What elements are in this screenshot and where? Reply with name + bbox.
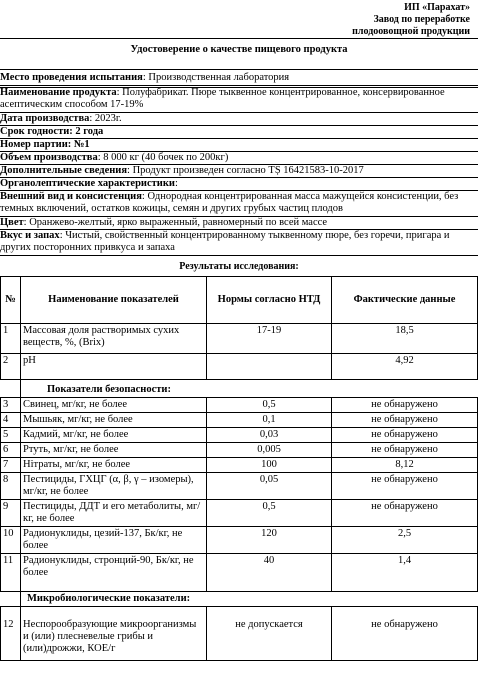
indicator-name: Свинец, мг/кг, не более	[21, 398, 207, 413]
row-number: 6	[1, 443, 21, 458]
table-row	[1, 413, 478, 428]
actual-value: не обнаружено	[332, 607, 478, 661]
row-number: 11	[1, 554, 21, 592]
norm-value: 0,5	[207, 500, 332, 527]
indicator-name: Мышьяк, мг/кг, не более	[21, 413, 207, 428]
norm-value: 100	[207, 458, 332, 473]
organoleptic-colon: :	[174, 178, 178, 189]
taste-value: : Чистый, свойственный концентрированному тыквенному пюре, без горечи, пригара и других посторонних привкуса и запаха	[0, 230, 450, 253]
divider	[0, 85, 478, 86]
norm-value: 40	[207, 554, 332, 592]
volume-label: Объем производства	[0, 152, 98, 163]
company-line3: плодоовощной продукции	[352, 26, 470, 37]
row-number: 4	[1, 413, 21, 428]
indicator-name: Нітраты, мг/кг, не более	[21, 458, 207, 473]
table-row	[1, 607, 478, 661]
column-header: Нормы согласно НТД	[207, 277, 332, 324]
row-number: 10	[1, 527, 21, 554]
section-row	[1, 592, 478, 607]
production-date-value: : 2023г.	[89, 113, 122, 124]
actual-value: 2,5	[332, 527, 478, 554]
production-date-row	[0, 113, 476, 125]
indicator-name: Массовая доля растворимых сухих веществ, %, (Brix)	[21, 324, 207, 354]
table-row	[1, 428, 478, 443]
divider	[0, 38, 478, 39]
norm-value: не допускается	[207, 607, 332, 661]
product-name-value: : Полуфабрикат. Пюре тыквенное концентрированное, консервированное асептическим способом 17-19%	[0, 87, 445, 110]
shelf-life: Срок годности: 2 года	[0, 126, 104, 137]
indicator-name: Кадмий, мг/кг, не более	[21, 428, 207, 443]
indicator-name: Пестициды, ДДТ и его метаболиты, мг/кг, не более	[21, 500, 207, 527]
color-label: Цвет	[0, 217, 24, 228]
document-title: Удостоверение о качестве пищевого продукта	[130, 44, 348, 55]
table-row	[1, 527, 478, 554]
product-name-row	[0, 87, 476, 111]
actual-value: не обнаружено	[332, 443, 478, 458]
table-row	[1, 554, 478, 592]
appearance-label: Внешний вид и консистенция	[0, 191, 142, 202]
row-number: 5	[1, 428, 21, 443]
extra-info-label: Дополнительные сведения	[0, 165, 128, 176]
batch-number: Номер партии: №1	[0, 139, 90, 150]
row-number: 7	[1, 458, 21, 473]
indicator-name: pH	[21, 354, 207, 380]
column-header: Наименование показателей	[21, 277, 207, 324]
company-line2: Завод по переработке	[373, 14, 470, 25]
color-row	[0, 217, 476, 229]
column-header: №	[1, 277, 21, 324]
norm-value: 0,03	[207, 428, 332, 443]
norm-value: 0,05	[207, 473, 332, 500]
actual-value: 1,4	[332, 554, 478, 592]
divider	[0, 255, 478, 256]
column-header: Фактические данные	[332, 277, 478, 324]
volume-row	[0, 152, 476, 164]
table-row	[1, 398, 478, 413]
results-title: Результаты исследования:	[179, 261, 299, 272]
indicator-name: Пестициды, ГХЦГ (α, β, γ – изомеры), мг/кг, не более	[21, 473, 207, 500]
indicator-name: Радионуклиды, цезий-137, Бк/кг, не более	[21, 527, 207, 554]
organoleptic-label: Органолептические характеристики	[0, 178, 175, 189]
place-row	[0, 72, 476, 84]
place-label: Место проведения испытания	[0, 72, 143, 83]
organoleptic-heading	[0, 178, 476, 190]
table-row	[1, 458, 478, 473]
appearance-value: : Однородная концентрированная масса мажущейся консистенции, без темных включений, остатков кожицы, семян и других грубых частиц плодов	[0, 191, 459, 214]
actual-value: не обнаружено	[332, 413, 478, 428]
norm-value: 0,1	[207, 413, 332, 428]
table-row	[1, 500, 478, 527]
row-number: 8	[1, 473, 21, 500]
indicator-name: Неспорообразующие микроорганизмы и (или) плесневелые грибы и (или)дрожжи, КОЕ/г	[21, 607, 207, 661]
company-header	[352, 2, 470, 38]
actual-value: не обнаружено	[332, 398, 478, 413]
row-number: 9	[1, 500, 21, 527]
production-date-label: Дата производства	[0, 113, 90, 124]
norm-value	[207, 354, 332, 380]
section-row	[1, 380, 478, 398]
norm-value: 0,5	[207, 398, 332, 413]
taste-row	[0, 230, 476, 254]
table-row	[1, 324, 478, 354]
table-row	[1, 473, 478, 500]
color-value: : Оранжево-желтый, ярко выраженный, равномерный по всей массе	[23, 217, 328, 228]
table-row	[1, 443, 478, 458]
indicator-name: Радионуклиды, стронций-90, Бк/кг, не более	[21, 554, 207, 592]
safety-section-title: Показатели безопасности:	[21, 380, 478, 398]
extra-info-row	[0, 165, 476, 177]
volume-value: : 8 000 кг (40 бочек по 200кг)	[97, 152, 229, 163]
norm-value: 0,005	[207, 443, 332, 458]
norm-value: 17-19	[207, 324, 332, 354]
actual-value: не обнаружено	[332, 473, 478, 500]
row-number: 3	[1, 398, 21, 413]
table-row	[1, 354, 478, 380]
indicator-name: Ртуть, мг/кг, не более	[21, 443, 207, 458]
actual-value: 8,12	[332, 458, 478, 473]
place-value: : Производственная лаборатория	[142, 72, 290, 83]
row-number: 12	[1, 607, 21, 661]
results-table	[0, 276, 478, 661]
micro-section-title: Микробиологические показатели:	[21, 592, 478, 607]
row-number: 1	[1, 324, 21, 354]
table-header-row	[1, 277, 478, 324]
norm-value: 120	[207, 527, 332, 554]
extra-info-value: : Продукт произведен согласно TȘ 16421583-10-2017	[127, 165, 364, 176]
actual-value: 18,5	[332, 324, 478, 354]
divider	[0, 69, 478, 70]
row-number: 2	[1, 354, 21, 380]
appearance-row	[0, 191, 476, 215]
actual-value: не обнаружено	[332, 500, 478, 527]
taste-label: Вкус и запах	[0, 230, 60, 241]
product-name-label: Наименование продукта	[0, 87, 117, 98]
actual-value: не обнаружено	[332, 428, 478, 443]
actual-value: 4,92	[332, 354, 478, 380]
company-name: ИП «Парахат»	[404, 2, 470, 13]
